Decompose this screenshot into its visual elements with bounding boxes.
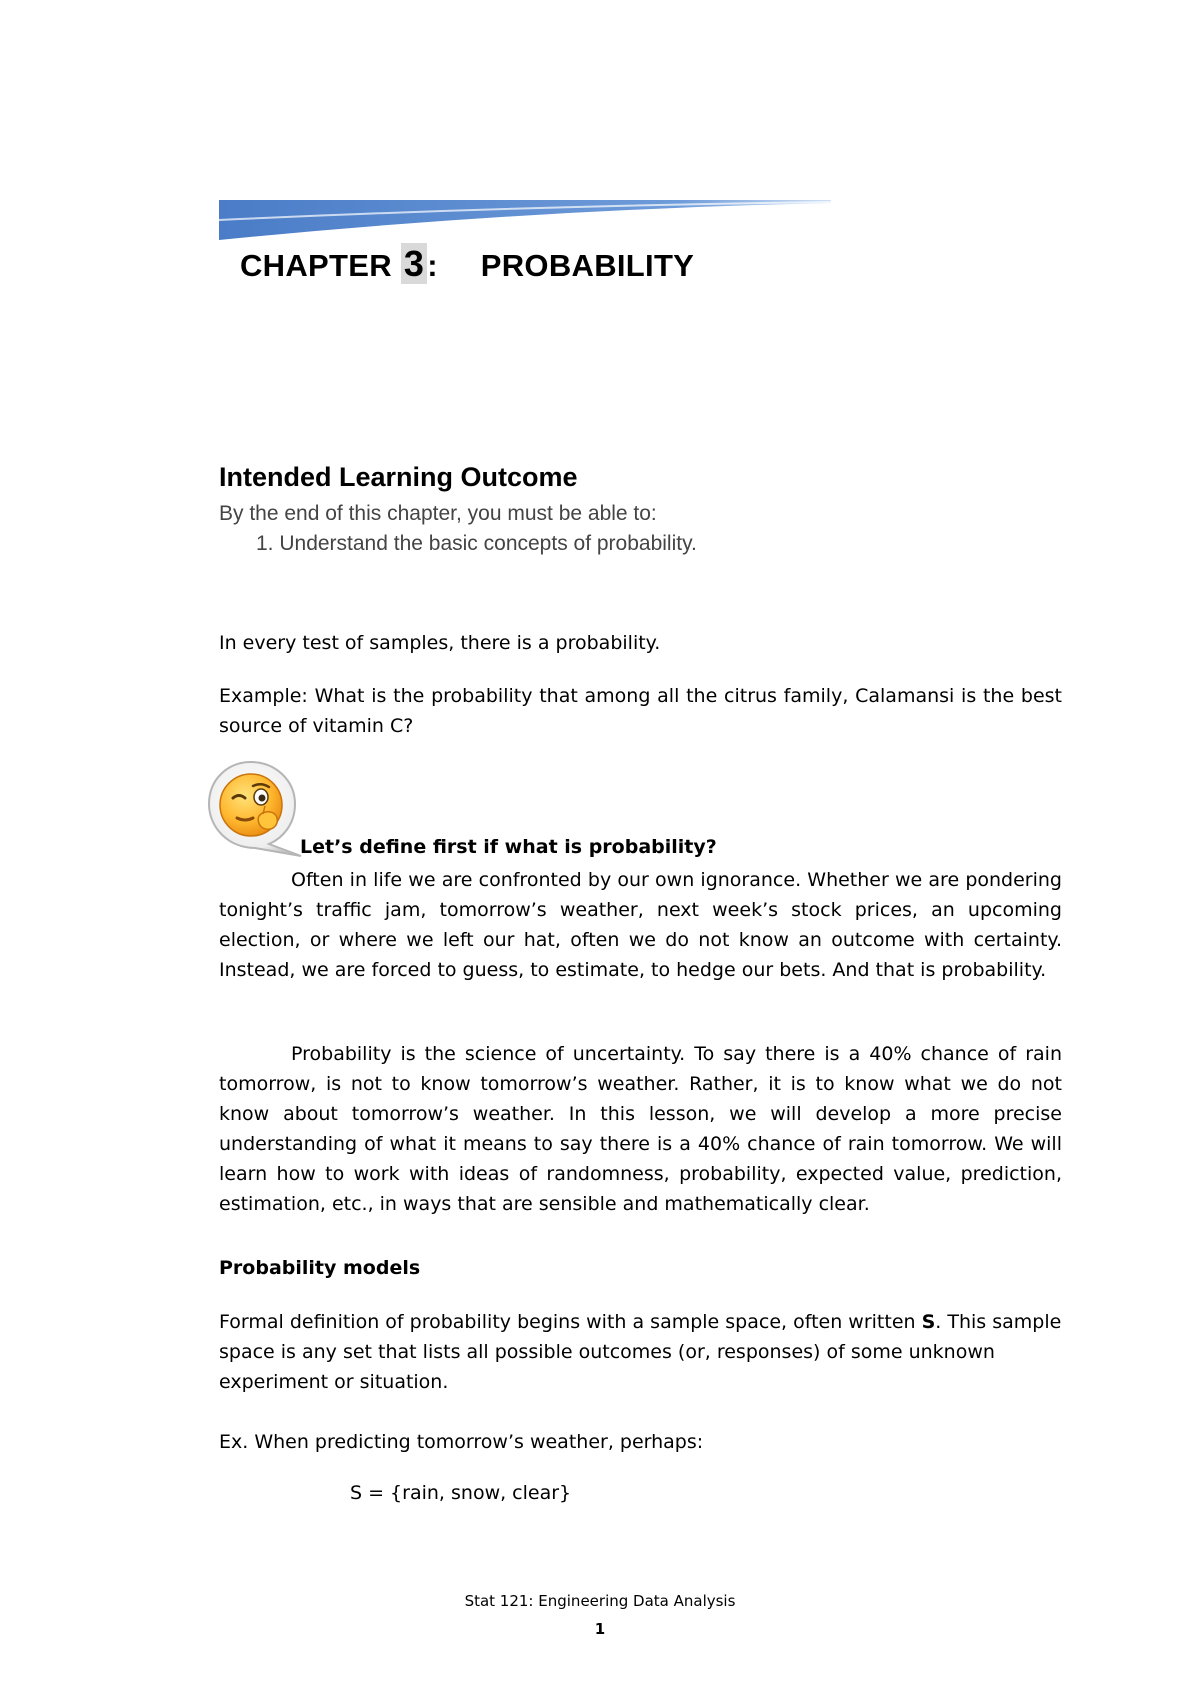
sample-space-symbol: S <box>921 1311 936 1333</box>
paragraph-uncertainty: Probability is the science of uncertainty. To say there is a 40% chance of rain tomorrow, is not to know tomorrow’s weather. Rather, it is to know what we do not know about tomorrow’s weather. In this lesson, we will develop a more precise understanding of what it means to say there is a 40% chance of rain tomorrow. We will learn how to work with ideas of randomness, probability, expected value, prediction, estimation, etc., in ways that are sensible and mathematically clear. <box>219 1043 1062 1215</box>
chapter-name: PROBABILITY <box>480 248 695 283</box>
sample-space-formula: S = {rain, snow, clear} <box>350 1482 572 1504</box>
paragraph-samples: In every test of samples, there is a probability. <box>219 632 661 654</box>
chapter-colon: : <box>427 248 438 283</box>
footer-course-title: Stat 121: Engineering Data Analysis <box>464 1592 736 1610</box>
learning-outcome-item: 1. Understand the basic concepts of probability. <box>256 532 697 555</box>
define-question: Let’s define first if what is probability? <box>300 836 717 858</box>
sample-space-text-end: . This sample space is any set that lists all possible outcomes (or, responses) of some unknown experiment or situation. <box>219 1311 1062 1393</box>
chapter-banner <box>219 200 831 242</box>
chapter-label: CHAPTER <box>240 248 392 283</box>
paragraph-ignorance: Often in life we are confronted by our own ignorance. Whether we are pondering tonight’s traffic jam, tomorrow’s weather, next week’s stock prices, an upcoming election, or where we left our hat, often we do not know an outcome with certainty. Instead, we are forced to guess, to estimate, to hedge our bets. And that is probability. <box>219 869 1062 981</box>
chapter-title <box>240 243 694 285</box>
paragraph-weather-example: Ex. When predicting tomorrow’s weather, perhaps: <box>219 1431 704 1453</box>
paragraph-sample-space <box>219 1307 1062 1397</box>
learning-outcome-heading: Intended Learning Outcome <box>219 462 578 492</box>
page-number: 1 <box>594 1620 606 1638</box>
section-heading-probability-models: Probability models <box>219 1257 421 1279</box>
sample-space-text-start: Formal definition of probability begins with a sample space, often written <box>219 1311 922 1333</box>
chapter-number: 3 <box>401 243 427 284</box>
winking-thinking-face-icon <box>203 758 303 860</box>
learning-outcome-intro: By the end of this chapter, you must be able to: <box>219 502 657 525</box>
paragraph-example: Example: What is the probability that among all the citrus family, Calamansi is the best source of vitamin C? <box>219 685 1062 737</box>
